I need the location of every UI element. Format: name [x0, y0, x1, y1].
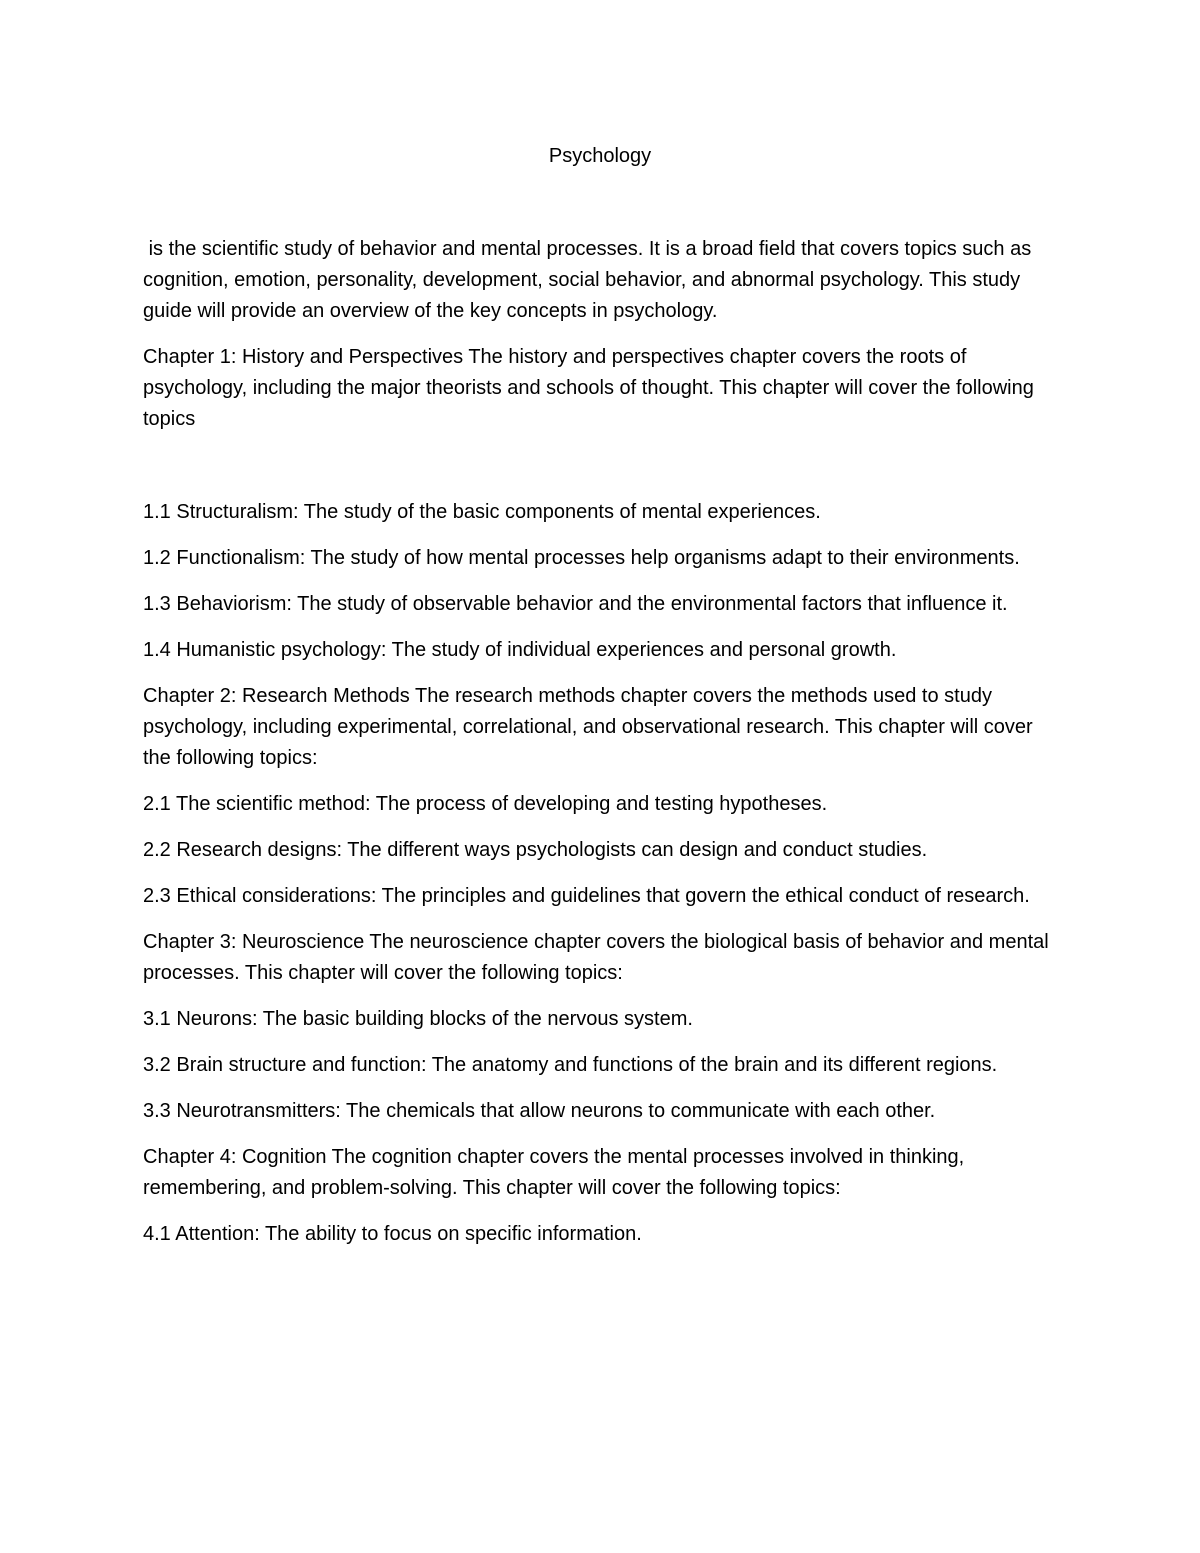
topic-3-1: 3.1 Neurons: The basic building blocks of the nervous system. [143, 1008, 693, 1030]
document-body [143, 234, 1061, 1265]
topic-1-3: 1.3 Behaviorism: The study of observable behavior and the environmental factors that influence it. [143, 593, 1008, 615]
topic-4-1: 4.1 Attention: The ability to focus on specific information. [143, 1223, 642, 1245]
topic-3-2: 3.2 Brain structure and function: The anatomy and functions of the brain and its different regions. [143, 1054, 998, 1076]
blank-line [143, 450, 1061, 497]
topic-2-2: 2.2 Research designs: The different ways psychologists can design and conduct studies. [143, 839, 928, 861]
topic-1-1: 1.1 Structuralism: The study of the basic components of mental experiences. [143, 501, 821, 523]
topic-1-2: 1.2 Functionalism: The study of how mental processes help organisms adapt to their environments. [143, 547, 1020, 569]
intro-paragraph: is the scientific study of behavior and mental processes. It is a broad field that covers topics such as cognition, emotion, personality, development, social behavior, and abnormal psychology. This study guide will provide an overview of the key concepts in psychology. [143, 238, 1037, 322]
topic-2-3: 2.3 Ethical considerations: The principles and guidelines that govern the ethical conduct of research. [143, 885, 1030, 907]
topic-1-4: 1.4 Humanistic psychology: The study of individual experiences and personal growth. [143, 639, 897, 661]
document-title: Psychology [548, 145, 652, 167]
topic-2-1: 2.1 The scientific method: The process of developing and testing hypotheses. [143, 793, 828, 815]
chapter-1-heading-paragraph: Chapter 1: History and Perspectives The history and perspectives chapter covers the roots of psychology, including the major theorists and schools of thought. This chapter will cover the following topics [143, 346, 1034, 430]
chapter-3-heading-paragraph: Chapter 3: Neuroscience The neuroscience chapter covers the biological basis of behavior and mental processes. This chapter will cover the following topics: [143, 931, 1049, 984]
topic-3-3: 3.3 Neurotransmitters: The chemicals that allow neurons to communicate with each other. [143, 1100, 936, 1122]
chapter-2-heading-paragraph: Chapter 2: Research Methods The research methods chapter covers the methods used to study psychology, including experimental, correlational, and observational research. This chapter will cover the following topics: [143, 685, 1033, 769]
chapter-4-heading-paragraph: Chapter 4: Cognition The cognition chapter covers the mental processes involved in thinking, remembering, and problem-solving. This chapter will cover the following topics: [143, 1146, 965, 1199]
